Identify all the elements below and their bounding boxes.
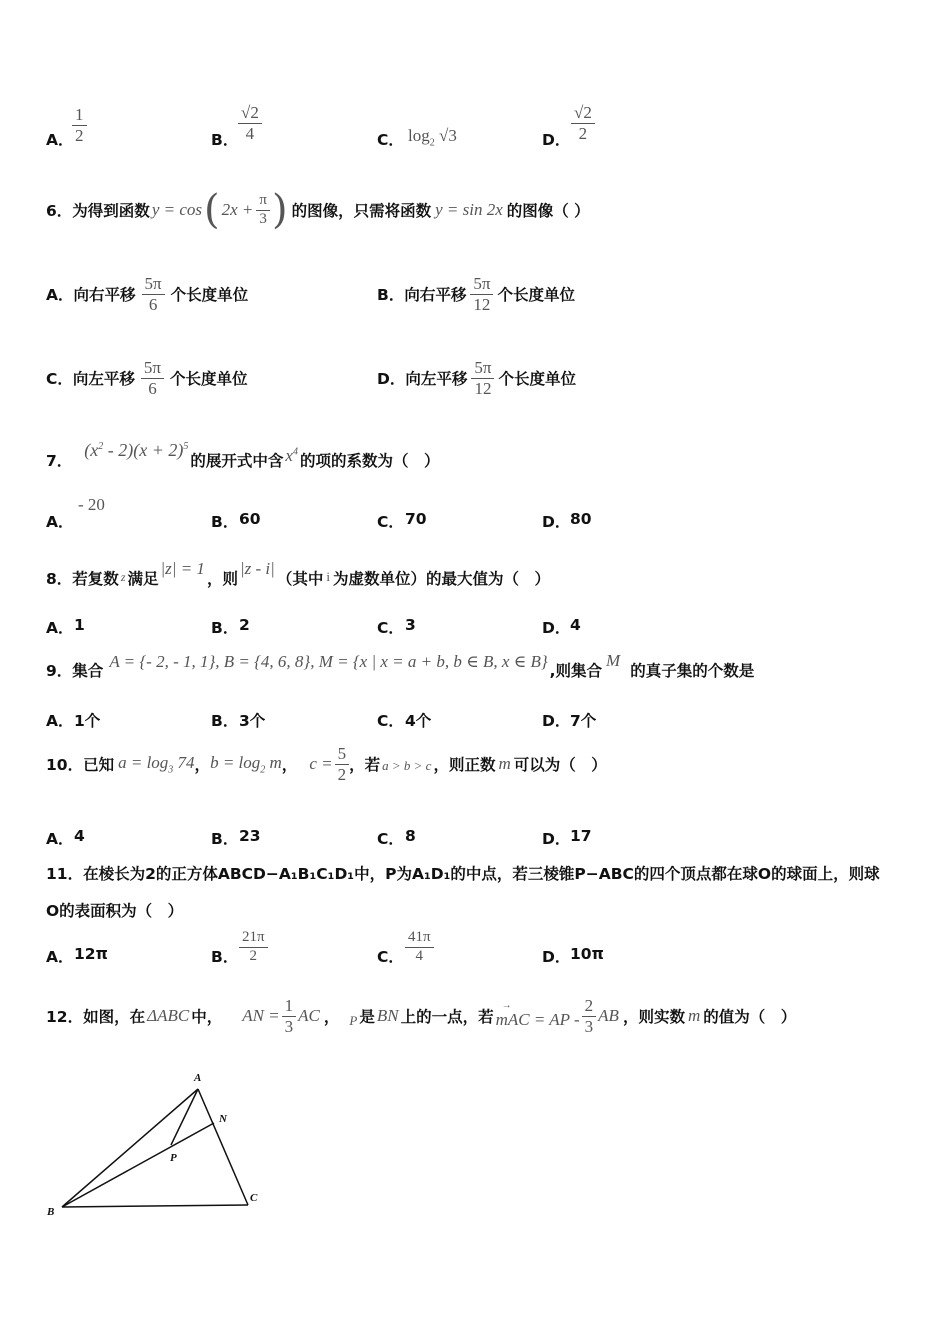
triangle-figure: [40, 1065, 280, 1225]
q11-c-den: 4: [415, 947, 424, 964]
q8-text-2: 满足: [127, 570, 159, 588]
q10-option-a: 4: [74, 827, 85, 845]
q12-stem: [46, 990, 796, 1042]
q6-three: 3: [259, 210, 267, 227]
frac-num: 5π: [471, 359, 494, 379]
q7-exp-4: 4: [292, 446, 298, 458]
q8-option-d: 4: [570, 616, 581, 634]
q9-text-3: 的真子集的个数是: [630, 662, 755, 680]
option-label-b: B．: [211, 948, 239, 966]
option-text: 向左平移: [72, 370, 135, 388]
option-label: D．: [377, 370, 406, 388]
q5-d-num: √2: [571, 104, 595, 124]
frac-den: 6: [148, 294, 158, 314]
q8-i: i: [326, 569, 330, 584]
q10-option-d: 17: [570, 827, 592, 845]
frac-num: 5π: [470, 275, 493, 295]
q10-c-num: 5: [335, 745, 350, 765]
option-text: 个长度单位: [170, 370, 248, 388]
q9-text-1: 集合: [72, 662, 104, 680]
q6-option-c: [46, 354, 248, 402]
q6-stem: [46, 186, 590, 234]
q5-option-c: [408, 126, 457, 148]
segment-ac: [198, 1089, 248, 1205]
q8-formula-1: |z| = 1: [160, 559, 205, 578]
option-label-b: B．: [211, 131, 239, 149]
option-label-d: D．: [542, 948, 571, 966]
q7-option-c: 70: [405, 510, 427, 528]
q7-text-2: 的项的系数为（ ）: [299, 452, 440, 470]
q7-number: 7．: [46, 452, 73, 470]
q10-m: m: [498, 754, 511, 773]
q6-number: 6．: [46, 202, 73, 220]
q10-text-3: ，则正数: [433, 756, 496, 774]
q8-number: 8．: [46, 570, 73, 588]
q5-option-a: [72, 106, 87, 145]
q9-text-2: ,则集合: [549, 662, 603, 680]
option-text: 个长度单位: [170, 286, 249, 304]
option-label-d: D．: [542, 619, 571, 637]
q7-x4: [285, 446, 298, 466]
q5-c-log: log: [408, 126, 430, 145]
q10-comma-2: ，: [281, 756, 298, 774]
q10-b-formula: [210, 753, 282, 775]
q5-d-den: 2: [578, 123, 588, 143]
q5-option-d: [571, 104, 595, 143]
q11-option-b: [239, 930, 268, 965]
option-label-a: A．: [46, 131, 74, 149]
q5-a-num: 1: [72, 106, 87, 126]
q7-text-1: 的展开式中含: [190, 452, 284, 470]
q12-text-6: 的值为（ ）: [703, 1008, 797, 1026]
segment-bn: [62, 1123, 214, 1207]
q12-eq: mAC = AP -: [495, 1010, 580, 1029]
frac-num: 5π: [141, 359, 164, 379]
q7-option-a: - 20: [78, 495, 105, 514]
q6-text-1: 为得到函数: [72, 202, 150, 220]
frac-den: 6: [148, 378, 157, 398]
q5-option-b: [238, 104, 262, 143]
option-text: 向右平移: [73, 286, 136, 304]
option-text: 向左平移: [405, 370, 468, 388]
option-label-d: D．: [542, 513, 571, 531]
q12-arrow: →: [501, 1000, 512, 1011]
q8-text-1: 若复数: [72, 570, 119, 588]
q6-option-d: [377, 354, 576, 402]
q8-option-b: 2: [239, 616, 250, 634]
q6-text-3: 的图像（ ）: [506, 202, 590, 220]
q5-b-den: 4: [245, 123, 255, 143]
option-label: C．: [46, 370, 73, 388]
q12-text-1: 如图，在: [83, 1008, 146, 1026]
q6-formula-inner: 2x +: [221, 200, 254, 219]
q12-triangle: ΔABC: [147, 1006, 190, 1025]
q10-c-den: 2: [337, 764, 347, 784]
q7-stem: [46, 436, 439, 476]
option-label-c: C．: [377, 830, 404, 848]
q6-option-b: [377, 270, 575, 318]
q5-b-num: √2: [238, 104, 262, 124]
q7-option-d: 80: [570, 510, 592, 528]
q12-an: AN =: [242, 1006, 280, 1025]
q10-a-arg: 74: [177, 752, 195, 772]
option-label-a: A．: [46, 830, 74, 848]
q12-text-5: ，则实数: [622, 1008, 685, 1026]
q5-a-den: 2: [75, 125, 84, 145]
q11-b-den: 2: [249, 947, 258, 964]
option-text: 个长度单位: [497, 286, 575, 304]
q12-bn: BN: [376, 1006, 399, 1025]
option-label-a: A．: [46, 712, 74, 730]
q12-number: 12．: [46, 1008, 84, 1026]
option-label-b: B．: [211, 712, 239, 730]
q11-option-d: 10π: [570, 945, 604, 963]
option-label-c: C．: [377, 131, 404, 149]
q12-ab: AB: [598, 1006, 619, 1025]
option-text: 个长度单位: [498, 370, 576, 388]
option-label: A．: [46, 286, 74, 304]
q12-an-num: 1: [282, 997, 297, 1017]
q12-m: m: [687, 1006, 701, 1025]
segment-bc: [62, 1205, 248, 1207]
q10-option-b: 23: [239, 827, 261, 845]
q6-right-paren: ): [271, 187, 288, 233]
q6-text-2: 的图像，只需将函数: [291, 202, 432, 220]
q9-option-b: 3个: [239, 712, 266, 730]
q5-c-base: 2: [429, 137, 435, 149]
q7-exp-2: 2: [98, 440, 104, 452]
q7-x: x: [285, 446, 293, 465]
q12-comma: ，: [323, 1008, 340, 1026]
q10-a-base: 3: [168, 764, 174, 776]
q12-text-2: 中，: [191, 1008, 223, 1026]
q10-text-4: 可以为（ ）: [513, 756, 607, 774]
option-label-d: D．: [542, 830, 571, 848]
q7-expr-2: - 2)(x + 2): [103, 439, 184, 460]
q7-exp-5: 5: [183, 440, 189, 452]
q9-option-c: 4个: [405, 712, 432, 730]
q7-option-b: 60: [239, 510, 261, 528]
q12-vector-eq: [496, 1002, 580, 1030]
q8-stem: [46, 556, 550, 590]
label-b: B: [47, 1206, 55, 1218]
segment-ba: [62, 1089, 198, 1207]
option-label-b: B．: [211, 513, 239, 531]
q9-formula: A = {- 2, - 1, 1}, B = {4, 6, 8}, M = {x | x = a + b, b ∈ B, x ∈ B}: [109, 652, 548, 671]
option-text: 向右平移: [404, 286, 467, 304]
q10-c-formula: c =: [309, 754, 333, 773]
q12-text-4: 上的一点，若: [400, 1008, 494, 1026]
q11-option-a: 12π: [74, 945, 108, 963]
label-p: P: [170, 1152, 177, 1164]
option-label-c: C．: [377, 948, 404, 966]
q6-formula-cos: y = cos: [151, 200, 202, 219]
q6-formula-sin: y = sin 2x: [435, 200, 503, 219]
label-a: A: [194, 1072, 202, 1084]
option-label-c: C．: [377, 513, 404, 531]
option-label-c: C．: [377, 619, 404, 637]
q11-line-2: O的表面积为（ ）: [46, 902, 184, 920]
q12-text-3: 是: [359, 1008, 375, 1026]
q8-text-4: （其中: [276, 570, 324, 588]
q11-line-1: 11．在棱长为2的正方体ABCD−A₁B₁C₁D₁中，P为A₁D₁的中点，若三棱锥P−ABC的四个顶点都在球O的球面上，则球: [46, 865, 880, 883]
q10-b-arg: m: [269, 752, 282, 772]
q6-pi: π: [256, 193, 270, 211]
label-c: C: [250, 1192, 258, 1204]
q9-m: M: [606, 651, 621, 670]
q9-option-d: 7个: [570, 712, 597, 730]
option-label-d: D．: [542, 712, 571, 730]
q10-option-c: 8: [405, 827, 416, 845]
q5-c-arg: √3: [438, 126, 457, 145]
option-label-c: C．: [377, 712, 404, 730]
option-label: B．: [377, 286, 405, 304]
label-n: N: [219, 1113, 227, 1125]
q12-eq-den: 3: [584, 1016, 594, 1036]
q8-formula-2: |z - i|: [239, 559, 275, 578]
q12-eq-num: 2: [582, 997, 597, 1017]
q8-option-a: 1: [74, 616, 85, 634]
q12-p: P: [349, 1013, 358, 1028]
q10-text-2: ，若: [349, 756, 381, 774]
q10-b-base: 2: [260, 764, 266, 776]
q10-text-1: 已知: [83, 756, 115, 774]
q8-text-3: ，则: [206, 570, 238, 588]
q9-option-a: 1个: [74, 712, 101, 730]
q12-ac: AC: [298, 1006, 320, 1025]
frac-den: 12: [474, 378, 492, 398]
frac-den: 12: [473, 294, 491, 314]
q10-stem: [46, 740, 607, 788]
q8-text-5: 为虚数单位）的最大值为（ ）: [332, 570, 550, 588]
option-label-a: A．: [46, 948, 74, 966]
segment-ap: [171, 1089, 198, 1145]
q10-inequality: a > b > c: [382, 758, 432, 773]
q10-a-formula: [118, 753, 194, 775]
option-label-a: A．: [46, 513, 74, 531]
q9-number: 9．: [46, 662, 73, 680]
q12-an-den: 3: [284, 1016, 294, 1036]
q8-z: z: [120, 569, 126, 584]
q9-stem: [46, 648, 754, 682]
q11-c-num: 41π: [405, 930, 434, 948]
q6-option-a: [46, 270, 248, 318]
q7-expr-1: (x: [84, 439, 99, 460]
option-label-d: D．: [542, 131, 571, 149]
q10-number: 10．: [46, 756, 84, 774]
q10-a-log: a = log: [118, 752, 169, 772]
q10-b-log: b = log: [210, 752, 261, 772]
q11-b-num: 21π: [239, 930, 268, 948]
option-label-a: A．: [46, 619, 74, 637]
q6-left-paren: (: [204, 187, 220, 233]
q10-comma-1: ，: [194, 756, 211, 774]
frac-num: 5π: [142, 275, 165, 295]
q8-option-c: 3: [405, 616, 416, 634]
q7-formula: [84, 440, 188, 461]
q11-option-c: [405, 930, 434, 965]
option-label-b: B．: [211, 619, 239, 637]
option-label-b: B．: [211, 830, 239, 848]
